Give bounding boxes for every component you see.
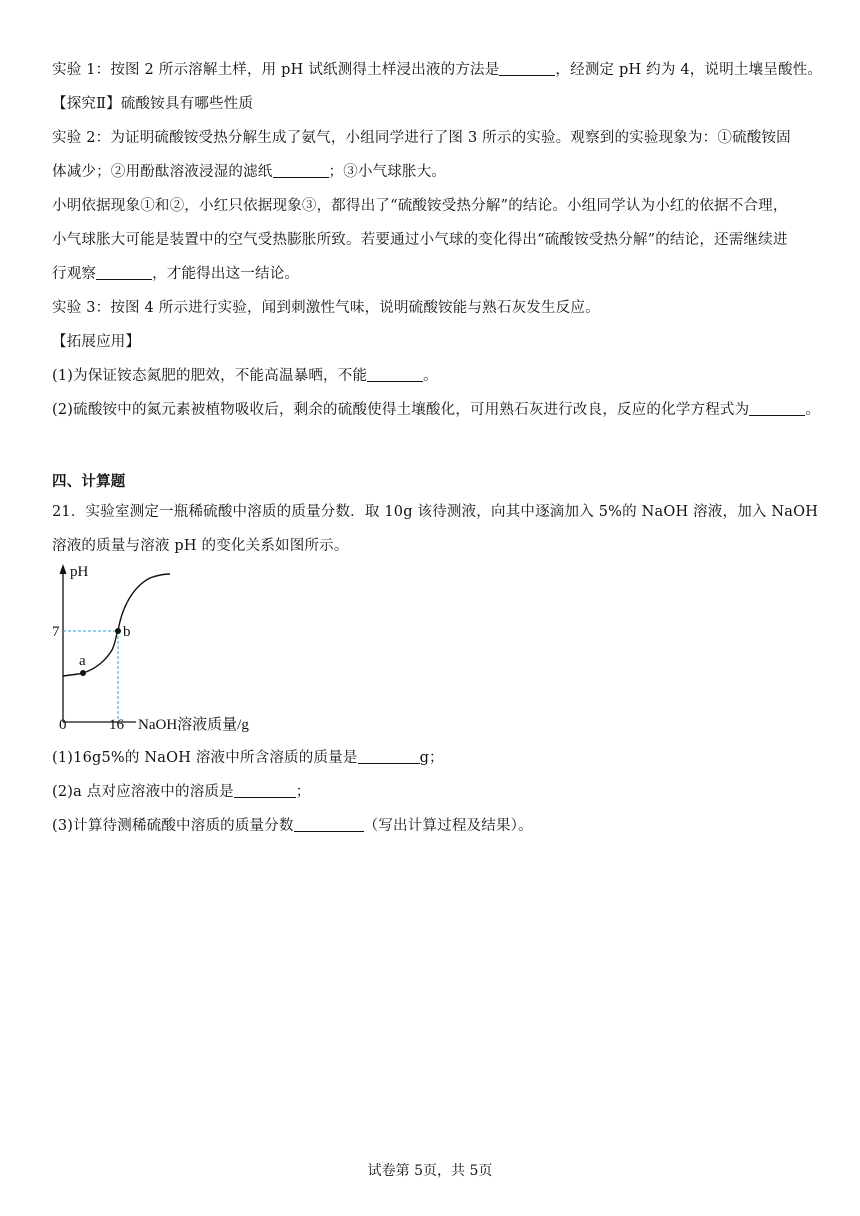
x-axis-label: NaOH溶液质量/g — [138, 717, 249, 733]
origin-label: 0 — [59, 717, 67, 733]
answer-blank[interactable] — [234, 783, 296, 798]
experiment-1-line — [52, 60, 823, 80]
answer-blank[interactable] — [358, 749, 420, 764]
point-a-marker — [80, 670, 86, 676]
experiment-3-line: 实验 3：按图 4 所示进行实验，闻到刺激性气味，说明硫酸铵能与熟石灰发生反应。 — [52, 300, 600, 316]
sub-question-2 — [52, 782, 812, 802]
experiment-2-line-2 — [52, 162, 812, 182]
experiment-2-line-1: 实验 2：为证明硫酸铵受热分解生成了氨气，小组同学进行了图 3 所示的实验。观察到的实验现象为：①硫酸铵固 — [52, 130, 791, 146]
point-a-label: a — [79, 653, 86, 669]
explore-2-heading: 【探究Ⅱ】硫酸铵具有哪些性质 — [52, 96, 254, 112]
sub-q2-text: (2)a 点对应溶液中的溶质是 — [52, 784, 234, 800]
sub-q2-end: ； — [295, 784, 311, 800]
x-tick-16: 16 — [109, 717, 124, 733]
ph-curve-chart — [50, 562, 290, 734]
y-axis-arrow — [60, 564, 67, 574]
discuss-text-b: ，才能得出这一结论。 — [152, 266, 300, 282]
answer-blank[interactable] — [367, 367, 423, 382]
sub-q3-end: （写出计算过程及结果）。 — [363, 818, 533, 834]
apply-question-2 — [52, 400, 821, 420]
sub-question-1 — [52, 748, 812, 768]
y-axis-label: pH — [70, 564, 89, 580]
sub-q1-text: (1)16g5%的 NaOH 溶液中所含溶质的质量是 — [52, 750, 358, 766]
discussion-line-3 — [52, 264, 812, 284]
exp2-text-b: ；③小气球胀大。 — [328, 164, 447, 180]
apply2-end: 。 — [805, 402, 821, 418]
answer-blank[interactable] — [499, 61, 555, 76]
sub-q1-unit: g； — [419, 750, 444, 766]
y-tick-7: 7 — [52, 624, 60, 640]
exp1-text-b: ，经测定 pH 约为 4，说明土壤呈酸性。 — [555, 62, 823, 78]
answer-blank[interactable] — [294, 817, 364, 832]
discuss-text-a: 行观察 — [52, 266, 97, 282]
extend-heading: 【拓展应用】 — [52, 334, 141, 350]
chart-axes — [60, 564, 137, 722]
page-footer: 试卷第 5页，共 5页 — [367, 1163, 493, 1179]
sub-question-3 — [52, 816, 812, 836]
discussion-line-1: 小明依据现象①和②，小红只依据现象③，都得出了“硫酸铵受热分解”的结论。小组同学认为小红的依据不合理， — [52, 198, 788, 214]
apply-question-1 — [52, 366, 812, 386]
answer-blank[interactable] — [749, 401, 805, 416]
question-21-line-1: 21．实验室测定一瓶稀硫酸中溶质的质量分数．取 10g 该待测液，向其中逐滴加入 5%的 NaOH 溶液，加入 NaOH — [52, 504, 819, 520]
apply1-text: (1)为保证铵态氮肥的肥效，不能高温暴晒，不能 — [52, 368, 368, 384]
point-b-marker — [115, 628, 121, 634]
apply1-end: 。 — [423, 368, 438, 384]
sub-q3-text: (3)计算待测稀硫酸中溶质的质量分数 — [52, 818, 294, 834]
section-heading: 四、计算题 — [52, 473, 126, 490]
apply2-text: (2)硫酸铵中的氮元素被植物吸收后，剩余的硫酸使得土壤酸化，可用熟石灰进行改良，反应的化学方程式为 — [52, 402, 750, 418]
exp2-text-a: 体减少；②用酚酞溶液浸湿的滤纸 — [52, 164, 273, 180]
point-b-label: b — [123, 624, 131, 640]
answer-blank[interactable] — [96, 265, 152, 280]
answer-blank[interactable] — [273, 163, 329, 178]
question-21-line-2: 溶液的质量与溶液 pH 的变化关系如图所示。 — [52, 538, 349, 554]
discussion-line-2: 小气球胀大可能是装置中的空气受热膨胀所致。若要通过小气球的变化得出“硫酸铵受热分解”的结论，还需继续进 — [52, 232, 788, 248]
exp1-text-a: 实验 1：按图 2 所示溶解土样，用 pH 试纸测得土样浸出液的方法是 — [52, 62, 500, 78]
